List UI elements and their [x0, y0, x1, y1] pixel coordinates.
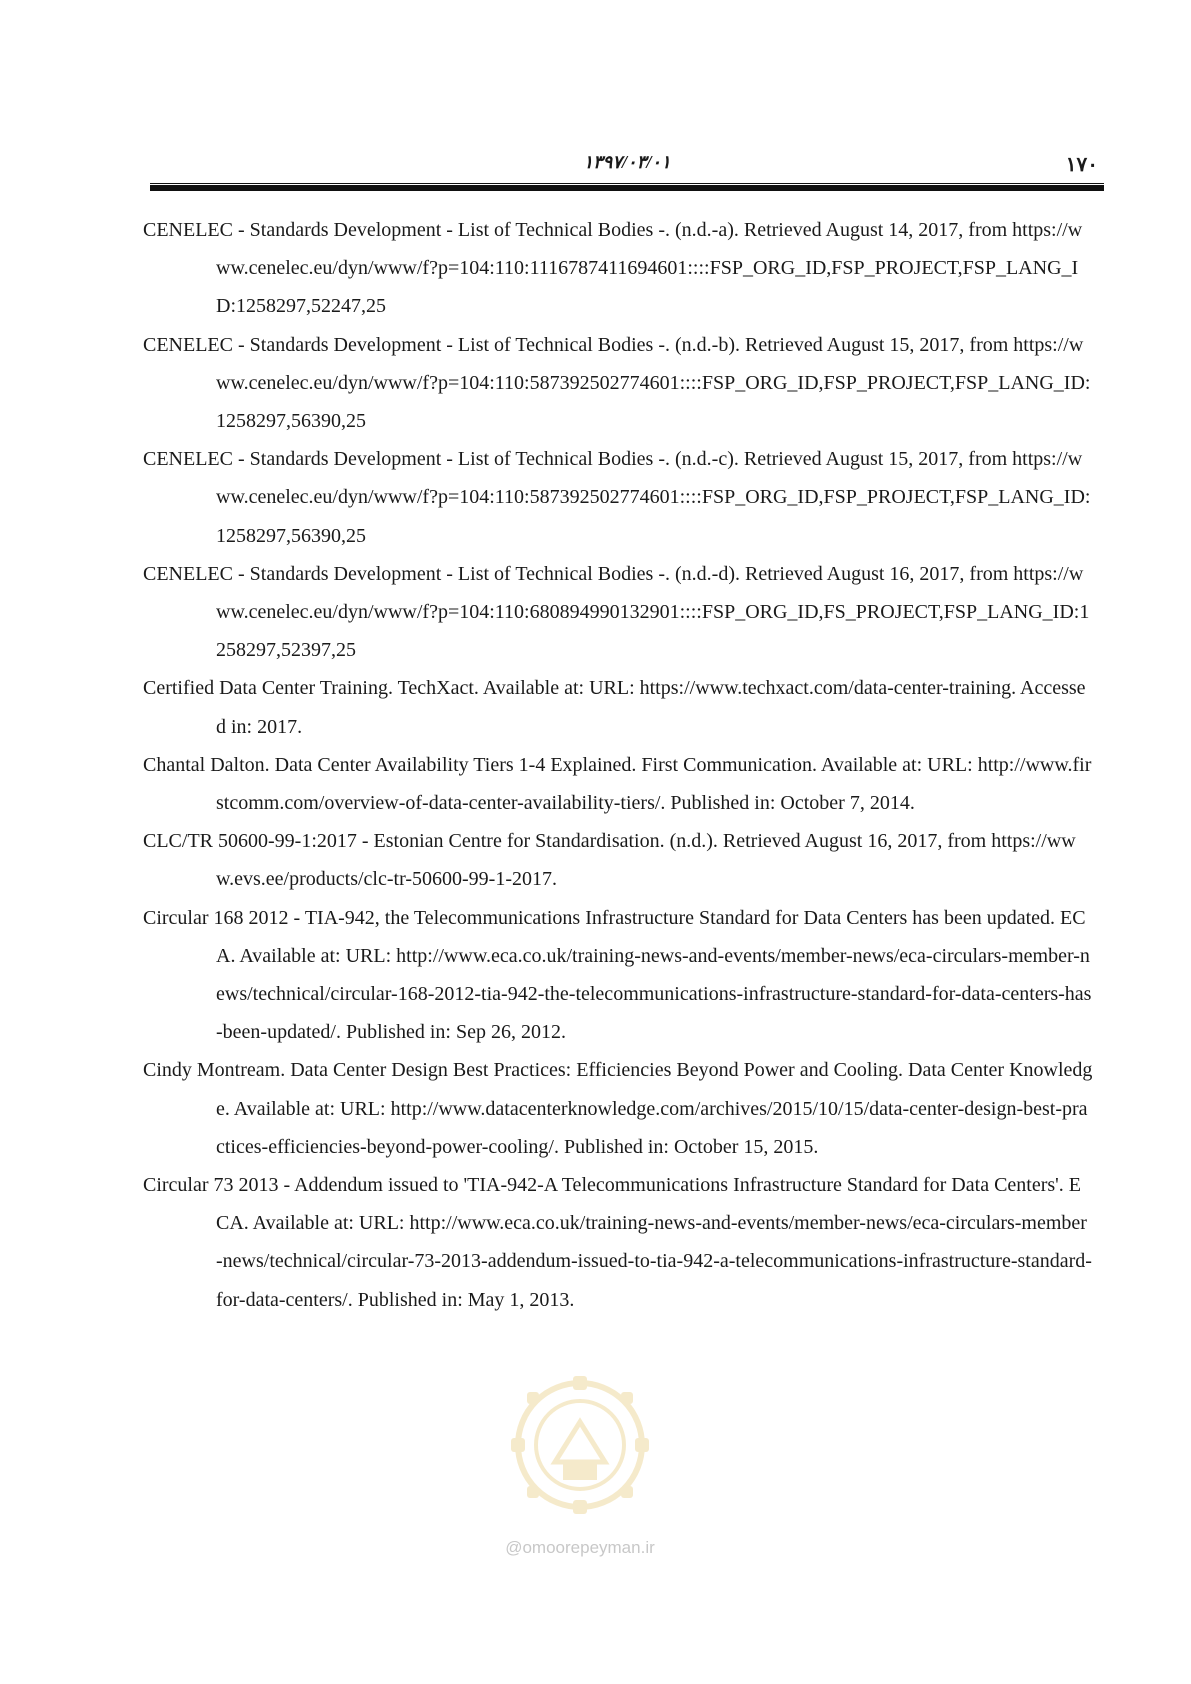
reference-item: Chantal Dalton. Data Center Availability Tiers 1-4 Explained. First Communication. Available at: URL: http://www.firstcomm.com/overview-of-data-center-availability-tiers/. Published in: October 7, 2014. [143, 753, 1092, 815]
reference-item: CENELEC - Standards Development - List of Technical Bodies -. (n.d.-d). Retrieved August 16, 2017, from https://www.cenelec.eu/dyn/www/f?p=104:110:680894990132901::::FSP_ORG_ID,FS_PROJECT,FSP_LANG_ID:1258297,52397,25 [143, 562, 1090, 662]
header-rule-thin [150, 183, 1104, 184]
page-number: ۱۷۰ [1065, 154, 1098, 176]
reference-item: CENELEC - Standards Development - List of Technical Bodies -. (n.d.-c). Retrieved August 15, 2017, from https://www.cenelec.eu/dyn/www/f?p=104:110:587392502774601::::FSP_ORG_ID,FSP_PROJECT,FSP_LANG_ID:1258297,56390,25 [143, 448, 1091, 547]
header-date: ۱۳۹۷/۰۳/۰۱ [583, 152, 671, 172]
watermark-logo-icon [505, 1370, 655, 1530]
reference-item: Circular 168 2012 - TIA-942, the Telecommunications Infrastructure Standard for Data Centers has been updated. ECA. Available at: URL: http://www.eca.co.uk/training-news-and-events/member-news/eca-circulars-member-news/technical/circular-168-2012-tia-942-the-telecommunications-infrastructure-standard-for-data-centers-has-been-updated/. Published in: Sep 26, 2012. [143, 906, 1092, 1044]
watermark [505, 1370, 655, 1570]
reference-item: CENELEC - Standards Development - List of Technical Bodies -. (n.d.-a). Retrieved August 14, 2017, from https://www.cenelec.eu/dyn/www/f?p=104:110:1116787411694601::::FSP_ORG_ID,FSP_PROJECT,FSP_LANG_ID:1258297,52247,25 [143, 219, 1083, 318]
reference-item: CLC/TR 50600-99-1:2017 - Estonian Centre for Standardisation. (n.d.). Retrieved August 16, 2017, from https://www.evs.ee/products/clc-tr-50600-99-1-2017. [143, 830, 1076, 891]
watermark-text: @omoorepeyman.ir [505, 1538, 655, 1557]
reference-item: Cindy Montream. Data Center Design Best Practices: Efficiencies Beyond Power and Cooling. Data Center Knowledge. Available at: URL: http://www.datacenterknowledge.com/archives/2015/10/15/data-center-design-best-practices-efficiencies-beyond-power-cooling/. Published in: October 15, 2015. [143, 1059, 1093, 1158]
reference-item: CENELEC - Standards Development - List of Technical Bodies -. (n.d.-b). Retrieved August 15, 2017, from https://www.cenelec.eu/dyn/www/f?p=104:110:587392502774601::::FSP_ORG_ID,FSP_PROJECT,FSP_LANG_ID:1258297,56390,25 [143, 333, 1091, 433]
reference-item: Certified Data Center Training. TechXact. Available at: URL: https://www.techxact.com/data-center-training. Accessed in: 2017. [143, 677, 1086, 738]
reference-item: Circular 73 2013 - Addendum issued to 'TIA-942-A Telecommunications Infrastructure Standard for Data Centers'. ECA. Available at: URL: http://www.eca.co.uk/training-news-and-events/member-news/eca-circulars-member-news/technical/circular-73-2013-addendum-issued-to-tia-942-a-telecommunications-infrastructure-standard-for-data-centers/. Published in: May 1, 2013. [143, 1174, 1092, 1311]
reference-list [143, 211, 1093, 1319]
page-header [150, 152, 1104, 176]
header-rule [150, 185, 1104, 191]
